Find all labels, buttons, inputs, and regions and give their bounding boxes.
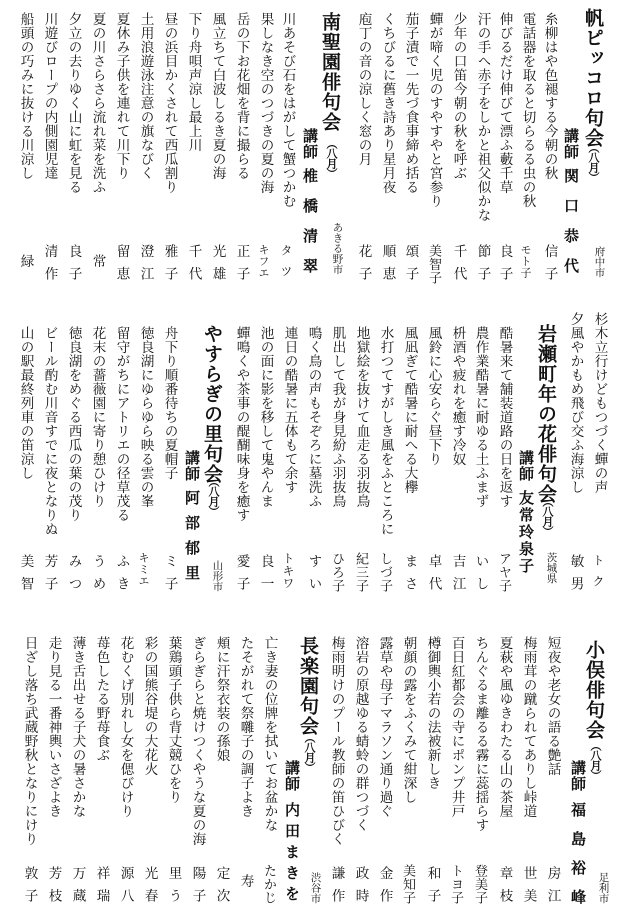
haiku-author: 信子 bbox=[541, 244, 558, 290]
haiku-author: 祥瑞 bbox=[93, 866, 110, 912]
haiku-text: 地獄絵を抜けて血走る羽抜鳥 bbox=[353, 326, 370, 508]
section-month: （八月） bbox=[303, 732, 316, 772]
section-title: 帆ピッコロ句会 bbox=[582, 8, 604, 148]
haiku-author: 里う bbox=[165, 866, 182, 912]
lecturer-label: 講師 bbox=[301, 128, 319, 160]
haiku-author: 卓代 bbox=[425, 554, 442, 600]
haiku-author: 和子 bbox=[424, 866, 441, 912]
haiku-author: 金作 bbox=[376, 866, 393, 912]
haiku-author: 愛子 bbox=[233, 554, 250, 600]
haiku-text: 肌出して我が身見紛ふ羽抜鳥 bbox=[329, 326, 346, 508]
section-city: 茨城県 bbox=[545, 552, 558, 584]
haiku-author: トキワ bbox=[281, 552, 295, 590]
haiku-text: 蟬鳴くや茶事の醍醐味身を癒す bbox=[233, 326, 250, 522]
haiku-text: 苺色したる野苺食ぶ bbox=[93, 636, 110, 762]
haiku-text: 汗の手へ赤子をしかと祖父似かな bbox=[474, 12, 491, 222]
haiku-text: 頬に汗祭衣装の孫娘 bbox=[213, 636, 230, 762]
haiku-text: 船頭の巧みに抜ける川涼し bbox=[17, 12, 34, 180]
haiku-author: 澄江 bbox=[137, 244, 154, 290]
haiku-author: 万蔵 bbox=[69, 866, 86, 912]
haiku-author: 吉江 bbox=[449, 554, 466, 600]
haiku-author: 節子 bbox=[474, 244, 491, 290]
section-city: 府中市 bbox=[593, 246, 606, 278]
haiku-author: 雅子 bbox=[161, 244, 178, 290]
haiku-text: 水打つてすがしき風をふところに bbox=[377, 326, 394, 536]
lecturer-label: 講師 bbox=[183, 450, 201, 482]
lecturer-label: 講師 bbox=[283, 760, 301, 792]
haiku-text: 溶岩の原越ゆる蜻蛉の群つづく bbox=[352, 636, 369, 832]
haiku-text: 風鈴に心安らぐ昼下り bbox=[425, 326, 442, 466]
lecturer-line bbox=[184, 450, 199, 590]
haiku-text: 枡酒や疲れを癒す冷奴 bbox=[449, 326, 466, 466]
haiku-text: 樽御輿小若の法被新しき bbox=[424, 636, 441, 790]
haiku-author: 紀三子 bbox=[353, 552, 368, 593]
haiku-author: 美智子 bbox=[426, 244, 441, 285]
lecturer-label: 講師 bbox=[562, 128, 580, 160]
haiku-author: 良子 bbox=[65, 244, 82, 290]
section-month: （八月） bbox=[589, 740, 602, 780]
haiku-author: 美智 bbox=[17, 554, 34, 600]
section-title: 長楽園句会 bbox=[297, 636, 319, 736]
haiku-text: ビール酌む川音すでに夜となりぬ bbox=[41, 326, 58, 536]
lecturer-line bbox=[570, 760, 585, 918]
lecturer-name: 関口恭代 bbox=[562, 168, 580, 288]
haiku-author: まさ bbox=[401, 554, 418, 600]
haiku-author: 花子 bbox=[355, 244, 372, 290]
haiku-author: 常 bbox=[89, 254, 106, 277]
haiku-text: くちびるに舊き詩あり星月夜 bbox=[379, 12, 396, 194]
haiku-author: 千代 bbox=[450, 244, 467, 290]
haiku-text: 昼の浜目かくされて西瓜割り bbox=[161, 12, 178, 194]
section-title: 南聖園俳句会 bbox=[319, 12, 341, 132]
haiku-author: 定次 bbox=[213, 866, 230, 912]
haiku-author: 良一 bbox=[257, 554, 274, 600]
haiku-text: 花むくげ別れし女を偲びけり bbox=[117, 636, 134, 818]
haiku-text: 杉木立行けどもつづく蟬の声 bbox=[591, 312, 608, 494]
haiku-author: しづ子 bbox=[377, 552, 392, 593]
haiku-text: 彩の国熊谷堤の大花火 bbox=[141, 636, 158, 776]
haiku-author: トク bbox=[591, 554, 605, 596]
section-title: やすらぎの里句会 bbox=[201, 324, 223, 484]
haiku-author: 光雄 bbox=[209, 244, 226, 290]
haiku-text: 風凪ぎて酷暑に耐へる大欅 bbox=[401, 326, 418, 494]
haiku-author: 美知子 bbox=[400, 864, 415, 905]
haiku-author: トヨ子 bbox=[448, 864, 463, 905]
haiku-author: 正子 bbox=[233, 244, 250, 290]
haiku-text: 舟下り順番待ちの夏帽子 bbox=[161, 326, 178, 480]
haiku-text: 川遊びロープの内側園児達 bbox=[41, 12, 58, 180]
top-band bbox=[0, 0, 620, 300]
section-title: 小俣俳句会 bbox=[583, 640, 605, 740]
haiku-text: 亡き妻の位牌を拭いてお盆かな bbox=[261, 636, 278, 832]
haiku-text: 果しなき空のつづきの夏の海 bbox=[257, 12, 274, 194]
haiku-text: 短夜や老女の語る艶話 bbox=[544, 636, 561, 776]
haiku-text: 夏の川さらさら流れ菜を洗ふ bbox=[89, 12, 106, 194]
haiku-text: 薄き舌出せる子犬の暑さかな bbox=[69, 636, 86, 818]
haiku-text: 夏萩や風ゆきわたる山の茶屋 bbox=[496, 636, 513, 818]
haiku-author: 陽子 bbox=[189, 866, 206, 912]
haiku-author: 敏男 bbox=[567, 554, 584, 600]
haiku-text: たそがれて祭囃子の調子よき bbox=[237, 636, 254, 818]
haiku-text: 岳の下お花畑を背に撮らる bbox=[233, 12, 250, 180]
haiku-text: 蟬が啼く児のすやすやと宮参り bbox=[426, 12, 443, 208]
section-title: 岩瀬町年の花俳句会 bbox=[535, 324, 557, 504]
haiku-text: 川あそび石をはがして蟹つかむ bbox=[279, 12, 296, 208]
haiku-text: 夕風やかもめ飛び交ふ海涼し bbox=[567, 312, 584, 494]
section-month: （八月） bbox=[325, 138, 338, 178]
section-city: 足利市 bbox=[597, 872, 610, 904]
haiku-author: 光春 bbox=[141, 866, 158, 912]
haiku-text: 走り見る一番神輿いさざよき bbox=[45, 636, 62, 818]
haiku-text: ちんぐるま離るる霧に蕊揺らす bbox=[472, 636, 489, 832]
middle-band bbox=[0, 300, 620, 610]
lecturer-name: 内田まきを bbox=[283, 802, 301, 907]
haiku-author: 芳子 bbox=[41, 554, 58, 600]
lecturer-name: 阿部郁里 bbox=[183, 490, 201, 590]
haiku-author: 良子 bbox=[496, 244, 513, 290]
haiku-author: 千代 bbox=[185, 244, 202, 290]
haiku-text: 電話器を取ると切らるる虫の秋 bbox=[519, 12, 536, 208]
haiku-text: 徳良湖をめぐる西瓜の葉の茂り bbox=[65, 326, 82, 522]
haiku-text: 夏休み子供を連れて川下り bbox=[113, 12, 130, 180]
lecturer-line bbox=[302, 128, 317, 288]
haiku-author: 章枝 bbox=[496, 866, 513, 912]
section-month: （八月） bbox=[207, 476, 220, 516]
section-month: （八月） bbox=[587, 142, 600, 182]
haiku-author: すい bbox=[305, 554, 322, 600]
haiku-text: 鳴く鳥の声もそぞろに墓洗ふ bbox=[305, 326, 322, 508]
haiku-text: 露草や母子マラソン通り過ぐ bbox=[376, 636, 393, 818]
haiku-text: 茄子漬で一先づ食事締め括る bbox=[402, 12, 419, 194]
haiku-text: 梅雨茸の蹴られてありし峠道 bbox=[520, 636, 537, 818]
section-city: 渋谷市 bbox=[309, 872, 322, 904]
haiku-text: ぎらぎらと焼けつくやうな夏の海 bbox=[189, 636, 206, 846]
lecturer-label: 講師 bbox=[517, 450, 535, 482]
haiku-text: 酷暑来て舗装道路の日を返す bbox=[496, 326, 513, 508]
haiku-text: 日ざし落ち武蔵野秋となりにけり bbox=[21, 636, 38, 846]
haiku-author: 謙作 bbox=[328, 866, 345, 912]
haiku-author: 頌子 bbox=[402, 244, 419, 290]
haiku-text: 葉鶏頭子供ら背丈競ひをり bbox=[165, 636, 182, 804]
haiku-author: 世美 bbox=[520, 866, 537, 912]
haiku-text: 朝顔の露をふくみて紺深し bbox=[400, 636, 417, 804]
bottom-band bbox=[0, 610, 620, 923]
haiku-author: 敦子 bbox=[21, 866, 38, 912]
haiku-text: 連日の酷暑に五体もて余す bbox=[281, 326, 298, 494]
haiku-text: 土用浪遊泳注意の旗なびく bbox=[137, 12, 154, 180]
haiku-author: 清作 bbox=[41, 244, 58, 290]
haiku-author: 源八 bbox=[117, 866, 134, 912]
section-city: 山形市 bbox=[211, 560, 224, 592]
haiku-author: キミエ bbox=[137, 552, 150, 587]
haiku-author: ミ子 bbox=[161, 554, 178, 600]
section-city: あきる野市 bbox=[331, 222, 344, 275]
haiku-text: 糸柳はや色褪する今朝の秋 bbox=[541, 12, 558, 180]
lecturer-name: 友常玲泉子 bbox=[517, 490, 535, 575]
haiku-author: 緑 bbox=[17, 254, 34, 277]
lecturer-line bbox=[284, 760, 299, 907]
haiku-text: 花末の薔薇園に寄り憩ひけり bbox=[89, 326, 106, 508]
haiku-text: 百日紅都会の寺にポンプ井戸 bbox=[448, 636, 465, 818]
haiku-text: 庖丁の音の涼しく窓の月 bbox=[355, 12, 372, 166]
haiku-text: 留守がちにアトリエの径草茂る bbox=[113, 326, 130, 522]
haiku-author: 政時 bbox=[352, 866, 369, 912]
lecturer-label: 講師 bbox=[569, 760, 587, 792]
haiku-author: 房江 bbox=[544, 866, 561, 912]
haiku-text: 梅雨明けのプール教師の笛ひびく bbox=[328, 636, 345, 846]
haiku-text: 徳良湖にゆらゆら映る雲の峯 bbox=[137, 326, 154, 508]
haiku-author: うめ bbox=[89, 554, 106, 600]
lecturer-line bbox=[518, 450, 533, 575]
haiku-author: キフエ bbox=[257, 244, 270, 279]
haiku-author: いし bbox=[472, 554, 489, 600]
haiku-text: 夕立の去りゆく山に虹を見る bbox=[65, 12, 82, 194]
lecturer-name: 福島裕峰 bbox=[569, 802, 587, 918]
haiku-author: ひろ子 bbox=[329, 552, 344, 593]
haiku-text: 池の面に影を移して鬼やんま bbox=[257, 326, 274, 508]
haiku-author: アヤ子 bbox=[496, 552, 511, 593]
haiku-author: たかじ bbox=[261, 864, 276, 905]
haiku-author: タツ bbox=[279, 244, 293, 286]
haiku-author: 登美子 bbox=[472, 864, 487, 905]
haiku-author: 順恵 bbox=[379, 244, 396, 290]
haiku-author: 留恵 bbox=[113, 244, 130, 290]
haiku-text: 少年の口笛今朝の秋を呼ぶ bbox=[450, 12, 467, 180]
haiku-text: 下り舟唄声涼し最上川 bbox=[185, 12, 202, 152]
haiku-text: 農作業酷暑に耐ゆる土ふまず bbox=[472, 326, 489, 508]
haiku-author: モト子 bbox=[519, 244, 532, 279]
lecturer-line bbox=[563, 128, 578, 288]
haiku-text: 伸びるだけ伸びて漂ふ藪千草 bbox=[496, 12, 513, 194]
haiku-text: 山の駅最終列車の笛涼し bbox=[17, 326, 34, 480]
section-month: （八月） bbox=[541, 496, 554, 536]
haiku-author: 芳枝 bbox=[45, 866, 62, 912]
haiku-author: みつ bbox=[65, 554, 82, 600]
lecturer-name: 椎橋清翠 bbox=[301, 168, 319, 288]
haiku-text: 風立ちて白波しるき夏の海 bbox=[209, 12, 226, 180]
haiku-author: ふき bbox=[113, 554, 130, 600]
haiku-author: 寿 bbox=[237, 874, 254, 897]
